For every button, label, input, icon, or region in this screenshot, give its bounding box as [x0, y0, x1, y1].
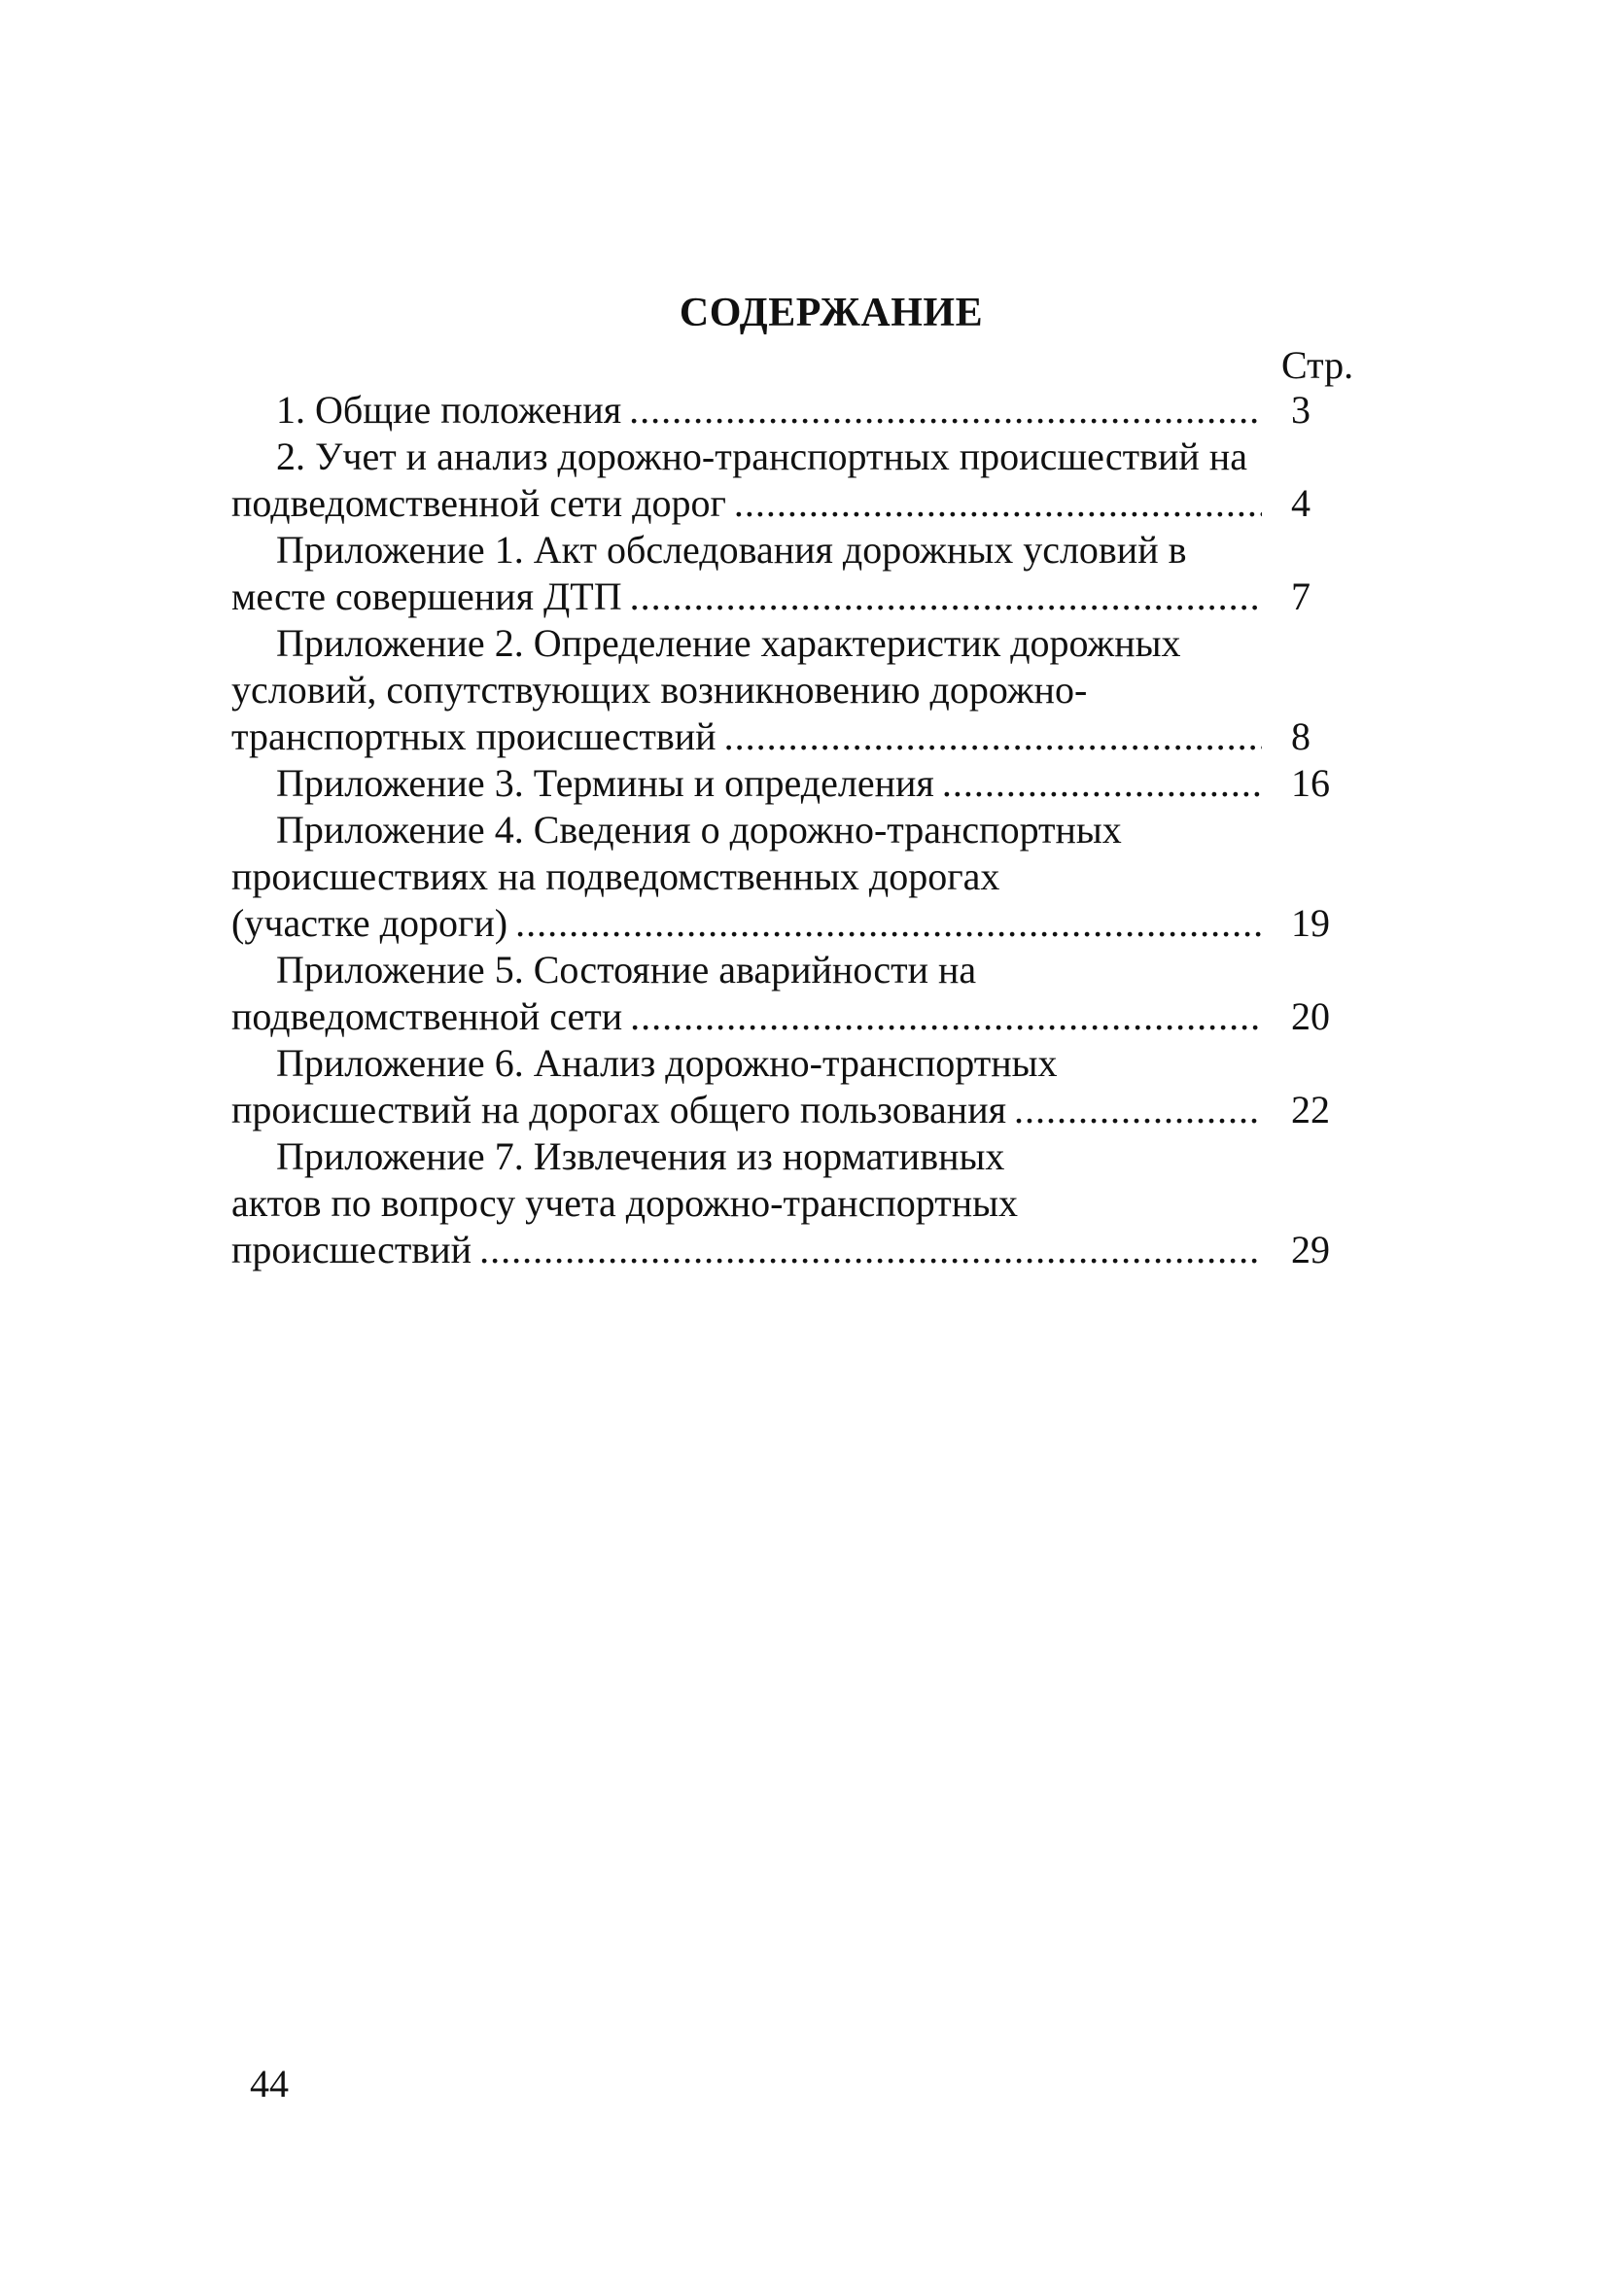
toc-entry-line: Приложение 7. Извлечения из нормативных — [276, 1134, 1005, 1178]
toc-page-number: 20 — [1291, 994, 1330, 1038]
page-column-label: Стр. — [1281, 343, 1354, 387]
toc-entry-text: 1. Общие положения — [276, 388, 622, 432]
toc-entry-line: 2. Учет и анализ дорожно-транспортных происшествий на — [276, 435, 1247, 478]
toc-entry[interactable] — [231, 1133, 1408, 1273]
toc-entry-text: транспортных происшествий — [231, 714, 717, 758]
toc-entry-text: происшествий — [231, 1228, 472, 1271]
toc-entry-line — [231, 900, 1262, 947]
toc-entry-line — [231, 993, 1262, 1040]
dot-leader — [630, 993, 1262, 1040]
toc-entry-text: подведомственной сети — [231, 994, 623, 1038]
toc-entry-line — [231, 1227, 1262, 1273]
toc-entry[interactable] — [231, 387, 1408, 434]
toc-entry-line — [231, 387, 1262, 434]
toc-entry-line: Приложение 2. Определение характеристик дорожных — [276, 621, 1181, 665]
toc-page-number: 4 — [1291, 481, 1311, 525]
toc-entry-text: подведомственной сети дорог — [231, 481, 726, 525]
toc-page-number: 19 — [1291, 901, 1330, 945]
toc-page-number: 7 — [1291, 574, 1311, 618]
dot-leader — [734, 480, 1262, 527]
toc-page-number: 3 — [1291, 388, 1311, 432]
toc-entry-line — [231, 760, 1262, 807]
toc-entry-text: происшествий на дорогах общего пользования — [231, 1088, 1007, 1131]
toc-entry-line: Приложение 4. Сведения о дорожно-транспортных — [276, 808, 1122, 852]
toc-entry-line: Приложение 1. Акт обследования дорожных условий в — [276, 528, 1187, 572]
page-title: СОДЕРЖАНИЕ — [679, 291, 984, 335]
toc-entry-line — [231, 480, 1262, 527]
toc-entry[interactable] — [231, 947, 1408, 1040]
dot-leader — [724, 713, 1262, 760]
toc-entry-line — [231, 713, 1262, 760]
toc-entry[interactable] — [231, 527, 1408, 620]
toc-page-number: 22 — [1291, 1088, 1330, 1131]
dot-leader — [629, 387, 1262, 434]
dot-leader — [1014, 1087, 1262, 1133]
toc-entry[interactable] — [231, 1040, 1408, 1133]
toc-entry-line — [231, 574, 1262, 620]
toc-entry[interactable] — [231, 760, 1408, 807]
toc-entry-text: месте совершения ДТП — [231, 574, 622, 618]
dot-leader — [479, 1227, 1262, 1273]
toc-entry-text: (участке дороги) — [231, 901, 508, 945]
toc-entry[interactable] — [231, 807, 1408, 947]
toc-entry[interactable] — [231, 434, 1408, 527]
toc-entry-line: условий, сопутствующих возникновению дорожно- — [231, 668, 1088, 712]
toc-entry-line: происшествиях на подведомственных дорогах — [231, 854, 1000, 898]
dot-leader — [630, 574, 1262, 620]
toc-entry-line — [231, 1087, 1262, 1133]
toc-entry-line: Приложение 6. Анализ дорожно-транспортных — [276, 1041, 1058, 1085]
dot-leader — [942, 760, 1262, 807]
toc-entry-text: Приложение 3. Термины и определения — [276, 761, 934, 805]
toc-page-number: 16 — [1291, 761, 1330, 805]
page-number: 44 — [250, 2062, 289, 2105]
toc-entry-line: Приложение 5. Состояние аварийности на — [276, 948, 977, 991]
table-of-contents — [231, 387, 1408, 1273]
toc-entry-line: актов по вопросу учета дорожно-транспортных — [231, 1181, 1018, 1225]
toc-entry[interactable] — [231, 620, 1408, 760]
toc-page-number: 29 — [1291, 1228, 1330, 1271]
toc-page-number: 8 — [1291, 714, 1311, 758]
dot-leader — [515, 900, 1262, 947]
